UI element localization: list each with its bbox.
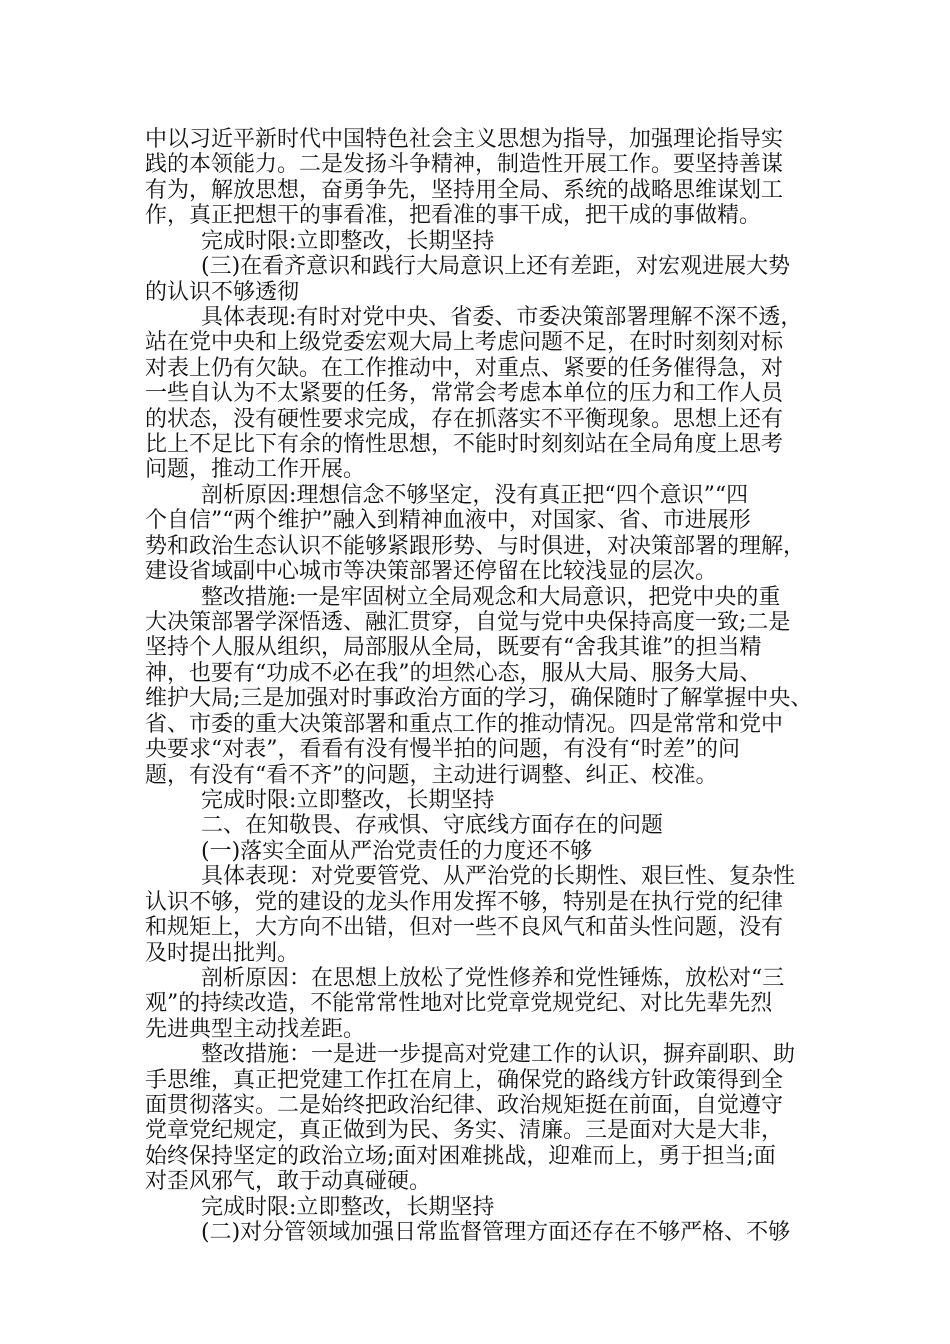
text-line: 作，真正把想干的事看准，把看准的事干成，把干成的事做精。 [145,203,762,229]
text-line: (一)落实全面从严治党责任的力度还不够 [201,838,593,864]
text-line: 具体表现：对党要管党、从严治党的长期性、艰巨性、复杂性 [201,864,796,890]
text-line: 始终保持坚定的政治立场;面对困难挑战，迎难而上，勇于担当;面 [145,1143,776,1169]
paragraph [145,864,815,966]
paragraph [145,229,815,254]
text-line: 一些自认为不太紧要的任务，常常会考虑本单位的压力和工作人员 [145,381,784,407]
text-line: 坚持个人服从组织，局部服从全局，既要有“舍我其谁”的担当精 [145,635,762,661]
text-line: 站在党中央和上级党委宏观大局上考虑问题不足，在时时刻刻对标 [145,330,784,356]
text-line: 省、市委的重大决策部署和重点工作的推动情况。四是常常和党中 [145,711,784,737]
text-line: 党章党纪规定，真正做到为民、务实、清廉。三是面对大是大非， [145,1118,784,1144]
text-line: 观”的持续改造，不能常常性地对比党章党规党纪、对比先辈先烈 [145,991,773,1017]
text-line: 践的本领能力。二是发扬斗争精神，制造性开展工作。要坚持善谋 [145,152,784,178]
document-body [145,127,815,1246]
text-line: (三)在看齐意识和践行大局意识上还有差距，对宏观进展大势 [201,254,791,280]
text-line: 手思维，真正把党建工作扛在肩上，确保党的路线方针政策得到全 [145,1067,784,1093]
paragraph [145,1042,815,1195]
text-line: 具体表现:有时对党中央、省委、市委决策部署理解不深不透， [201,304,803,330]
text-line: 面贯彻落实。二是始终把政治纪律、政治规矩挺在前面，自觉遵守 [145,1093,784,1119]
text-line: 整改措施：一是进一步提高对党建工作的认识，摒弃副职、助 [201,1042,796,1068]
paragraph [145,1195,815,1220]
text-line: 完成时限:立即整改，长期坚持 [201,787,495,813]
text-line: 完成时限:立即整改，长期坚持 [201,228,495,254]
paragraph [145,1220,815,1245]
text-line: 中以习近平新时代中国特色社会主义思想为指导，加强理论指导实 [145,127,784,152]
text-line: 二、在知敬畏、存戒惧、守底线方面存在的问题 [201,813,664,839]
text-line: 先进典型主动找差距。 [145,1016,366,1042]
text-line: 建设省域副中心城市等决策部署还停留在比较浅显的层次。 [145,559,718,585]
text-line: 剖析原因：在思想上放松了党性修养和党性锤炼，放松对“三 [201,965,785,991]
text-line: 神，也要有“功成不必在我”的坦然心态，服从大局、服务大局、 [145,660,762,686]
text-line: 剖析原因:理想信念不够坚定，没有真正把“四个意识”“四 [201,482,749,508]
text-line: 整改措施:一是牢固树立全局观念和大局意识，把党中央的重 [201,584,781,610]
paragraph [145,127,815,229]
text-line: 的认识不够透彻 [145,279,300,305]
text-line: 问题，推动工作开展。 [145,457,366,483]
text-line: 维护大局;三是加强对时事政治方面的学习，确保随时了解掌握中央、 [145,686,813,712]
text-line: 大决策部署学深悟透、融汇贯穿，自觉与党中央保持高度一致;二是 [145,610,791,636]
text-line: 央要求“对表”，看看有没有慢半拍的问题，有没有“时差”的问 [145,737,740,763]
text-line: 势和政治生态认识不能够紧跟形势、与时俱进，对决策部署的理解， [145,533,806,559]
text-line: 有为，解放思想，奋勇争先，坚持用全局、系统的战略思维谋划工 [145,177,784,203]
text-line: 比上不足比下有余的惰性思想，不能时时刻刻站在全局角度上思考 [145,432,784,458]
text-line: 和规矩上，大方向不出错，但对一些不良风气和苗头性问题，没有 [145,915,784,941]
text-line: 完成时限:立即整改，长期坚持 [201,1194,495,1220]
text-line: (二)对分管领域加强日常监督管理方面还存在不够严格、不够 [201,1220,791,1246]
paragraph [145,966,815,1042]
paragraph [145,585,815,788]
text-line: 对歪风邪气，敢于动真碰硬。 [145,1169,432,1195]
paragraph [145,254,815,305]
paragraph [145,483,815,585]
paragraph [145,788,815,813]
text-line: 及时提出批判。 [145,940,300,966]
text-line: 个自信”“两个维护”融入到精神血液中，对国家、省、市进展形 [145,508,751,534]
text-line: 认识不够，党的建设的龙头作用发挥不够，特别是在执行党的纪律 [145,889,784,915]
paragraph [145,839,815,864]
text-line: 对表上仍有欠缺。在工作推动中，对重点、紧要的任务催得急，对 [145,355,784,381]
paragraph [145,305,815,483]
paragraph [145,813,815,838]
text-line: 的状态，没有硬性要求完成，存在抓落实不平衡现象。思想上还有 [145,406,784,432]
text-line: 题，有没有“看不齐”的问题，主动进行调整、纠正、校准。 [145,762,718,788]
